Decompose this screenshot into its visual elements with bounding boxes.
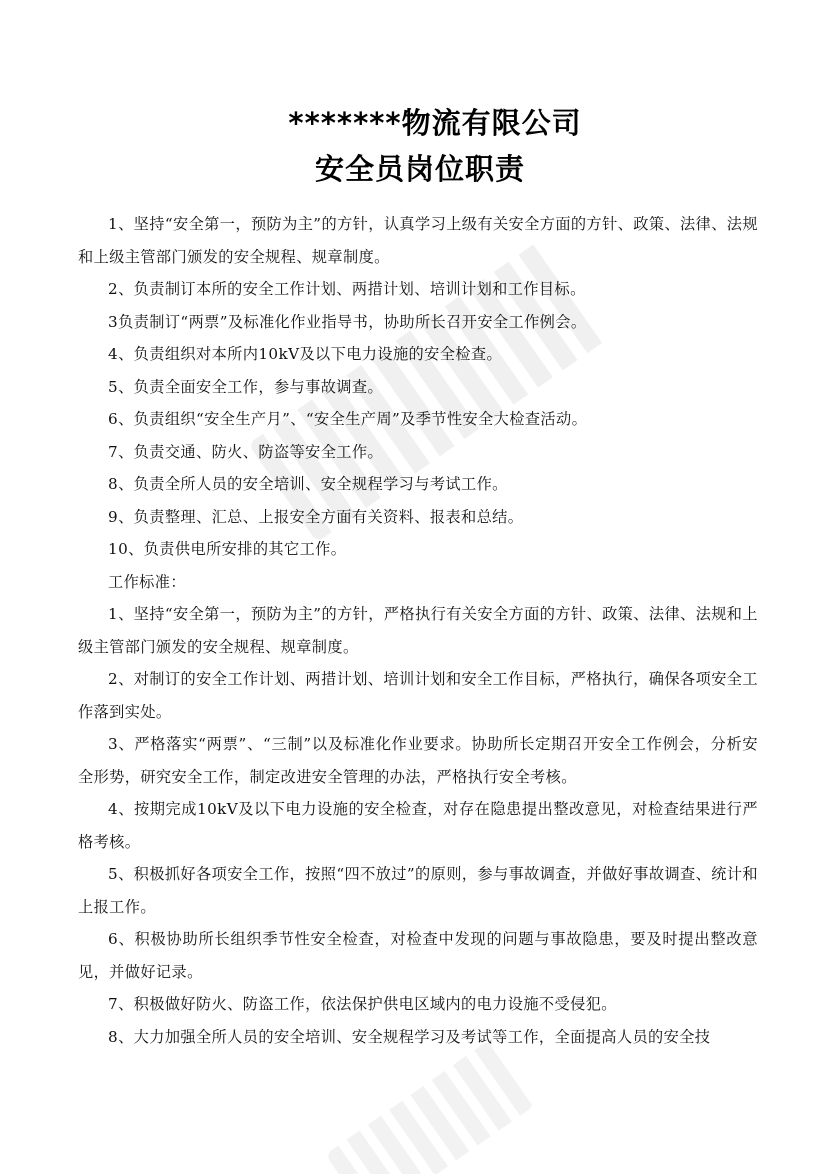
duty-item: 3负责制订“两票”及标准化作业指导书，协助所长召开安全工作例会。 [108,312,587,331]
watermark [325,1040,535,1174]
document-body [78,208,758,1053]
duty-item: 4、负责组织对本所内10kV及以下电力设施的安全检查。 [108,345,503,363]
standard-item: 3、严格落实“两票”、“三制”以及标准化作业要求。协助所长定期召开安全工作例会，分析安全形势，研究安全工作，制定改进安全管理的办法，严格执行安全考核。 [78,735,758,786]
standard-item: 5、积极抓好各项安全工作，按照“四不放过”的原则，参与事故调查，并做好事故调查、统计和上报工作。 [78,865,758,916]
duty-item: 1、坚持“安全第一，预防为主”的方针，认真学习上级有关安全方面的方针、政策、法律、法规和上级主管部门颁发的安全规程、规章制度。 [78,215,758,266]
standards-heading: 工作标准： [108,572,186,591]
standard-item: 7、积极做好防火、防盗工作，依法保护供电区域内的电力设施不受侵犯。 [108,995,617,1013]
duty-item: 10、负责供电所安排的其它工作。 [108,540,347,558]
duty-item: 2、负责制订本所的安全工作计划、两措计划、培训计划和工作目标。 [108,280,586,298]
duty-item: 9、负责整理、汇总、上报安全方面有关资料、报表和总结。 [108,507,524,526]
duty-item: 5、负责全面安全工作，参与事故调查。 [108,377,384,396]
duty-item: 6、负责组织“安全生产月”、“安全生产周”及季节性安全大检查活动。 [108,410,588,428]
title-block [0,100,830,192]
document-title: 安全员岗位职责 [314,152,525,186]
duty-item: 7、负责交通、防火、防盗等安全工作。 [108,442,384,461]
standard-item: 4、按期完成10kV及以下电力设施的安全检查，对存在隐患提出整改意见，对检查结果进行严格考核。 [78,800,758,851]
standard-item: 6、积极协助所长组织季节性安全检查，对检查中发现的问题与事故隐患，要及时提出整改意见，并做好记录。 [78,930,758,981]
duty-item: 8、负责全所人员的安全培训、安全规程学习与考试工作。 [108,475,508,493]
company-name: *******物流有限公司 [288,106,582,140]
standard-item: 8、大力加强全所人员的安全培训、安全规程学习及考试等工作，全面提高人员的安全技 [108,1027,711,1046]
standard-item: 1、坚持“安全第一，预防为主”的方针，严格执行有关安全方面的方针、政策、法律、法规和上级主管部门颁发的安全规程、规章制度。 [78,605,758,656]
standard-item: 2、对制订的安全工作计划、两措计划、培训计划和安全工作目标，严格执行，确保各项安全工作落到实处。 [78,670,758,721]
